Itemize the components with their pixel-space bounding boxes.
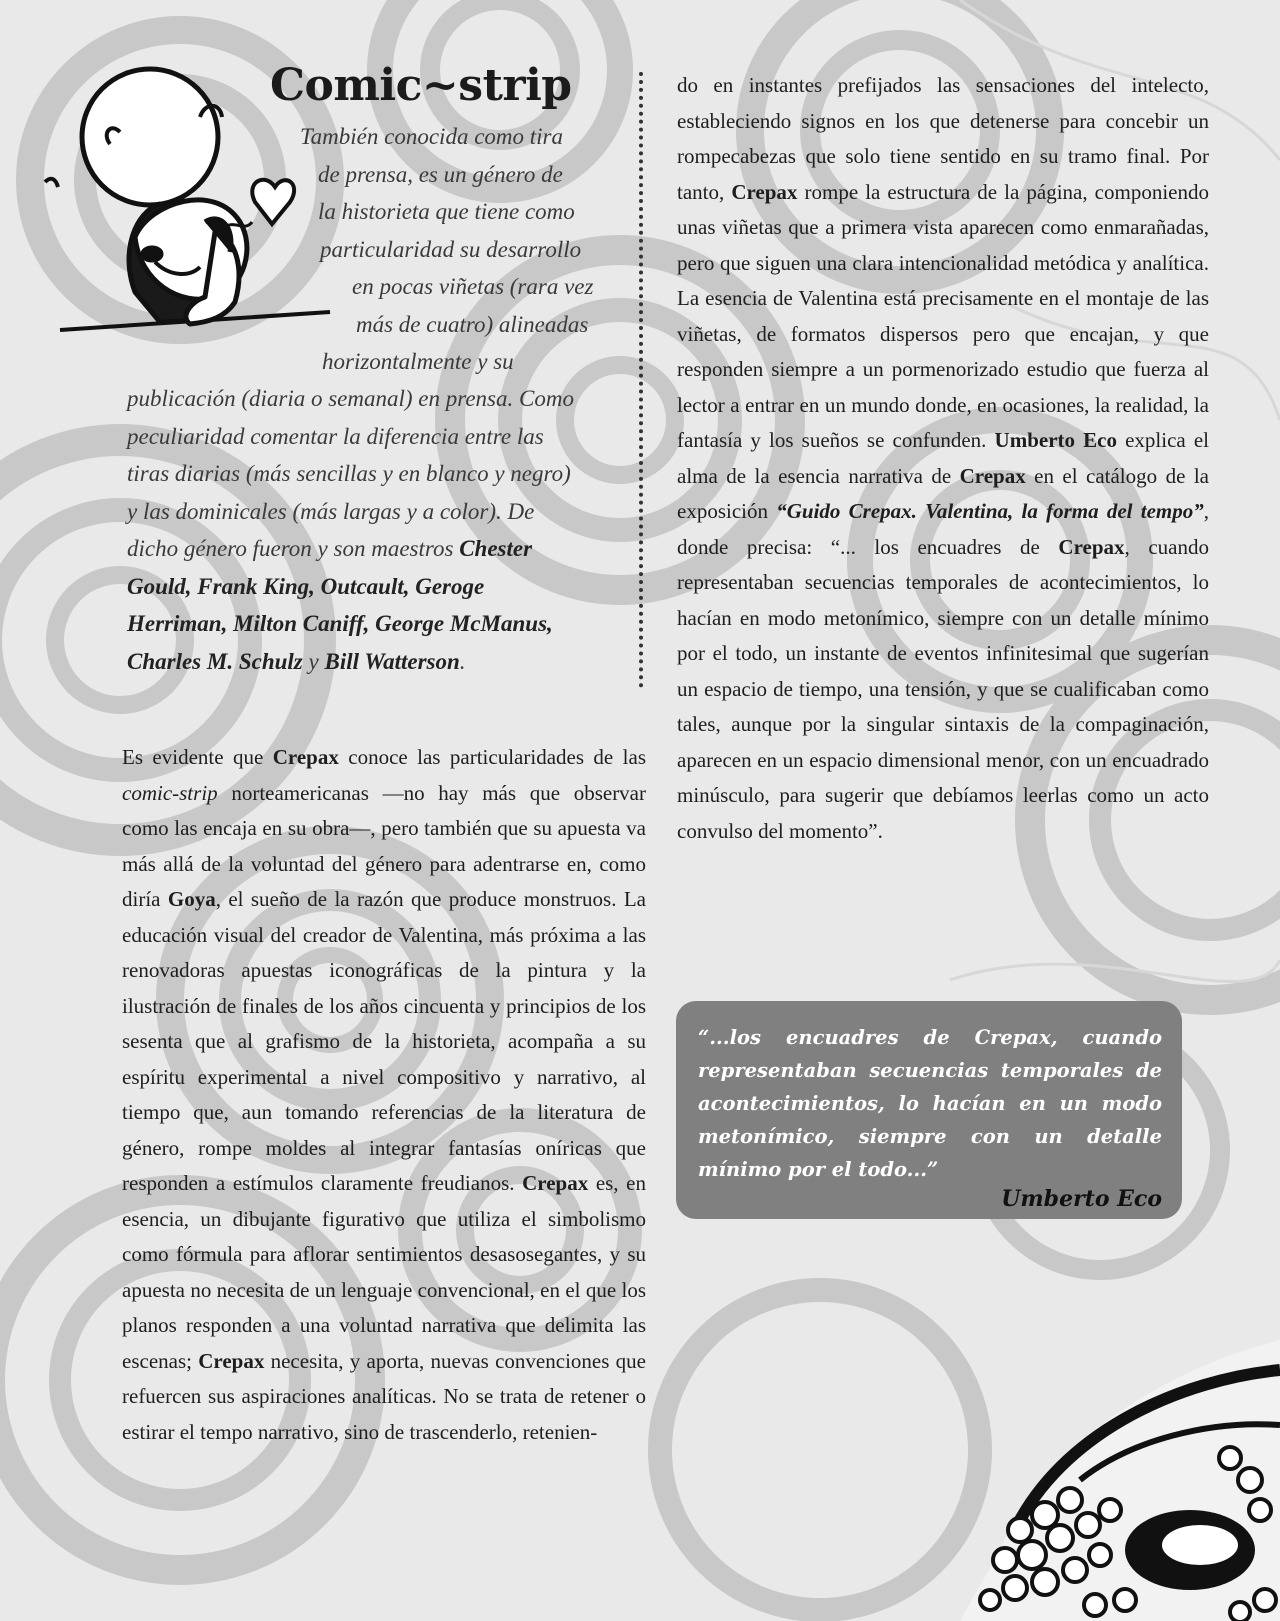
name-emphasis: Crepax: [198, 1348, 265, 1373]
sidebar-intro-full: [127, 380, 574, 680]
right-column-body: [677, 68, 1209, 849]
body-text-run: necesita, y aporta, nuevas convenciones que refuercen sus aspiraciones analíticas. No se trata de retener o estirar el tempo narrativo, sino de trascenderlo, retenien-: [122, 1348, 646, 1444]
intro-line: en pocas viñetas (rara vez: [352, 274, 594, 299]
intro-line: [127, 530, 574, 568]
intro-line: También conocida como tira: [300, 124, 563, 149]
intro-line: [127, 493, 574, 531]
name-emphasis: Crepax: [959, 463, 1026, 488]
left-column-body: [122, 740, 646, 1450]
intro-text: .: [459, 648, 466, 674]
body-text-run: , el sueño de la razón que produce monstruos. La educación visual del creador de Valentina, más próxima a las renovadoras apuestas iconográficas de la pintura y la ilustración de finales de los años cincuenta y principios de los sesenta que al grafismo de la historieta, acompaña a su espíritu experimental a nivel compositivo y narrativo, al tiempo que, aun tomando referencias de la literatura de género, rompe moldes al integrar fantasías oníricas que responden a estímulos claramente freudianos.: [122, 887, 647, 1195]
pull-quote-box: [676, 1001, 1182, 1219]
dotted-column-divider: [639, 72, 643, 688]
body-text-run: explica el alma de la esencia narrativa de: [677, 428, 1209, 488]
intro-line: [127, 380, 574, 418]
intro-line: [127, 455, 574, 493]
intro-line: particularidad su desarrollo: [320, 236, 582, 262]
body-text-run: , cuando representaban secuencias temporales de acontecimientos, lo hacían en modo metonímico, siempre con un detalle mínimo por el todo, un instante de eventos infinitesimal que sugerían un espacio de tiempo, una tensión, y que se cualificaban como tales, aunque por la singular sintaxis de la compaginación, aparecen en un espacio dimensional menor, con un encuadrado minúsculo, para sugerir que debíamos leerlas como un acto convulso del momento”.: [677, 534, 1209, 843]
intro-line: de prensa, es un género de: [318, 161, 563, 187]
decorative-ink-drawing: [960, 1220, 1280, 1621]
author-name: Chester: [459, 536, 533, 561]
author-name: Bill Watterson: [324, 648, 460, 674]
body-text-run: rompe la estructura de la página, componiendo unas viñetas que a primera vista aparecen como enmarañadas, pero que siguen una clara intencionalidad metódica y analítica. La esencia de Valentina está precisamente en el montaje de las viñetas, de formatos dispersos pero que encajan, y que responden siempre a un pormenorizado estudio que fuerza al lector a entrar en un mundo donde, en ocasiones, la realidad, la fantasía y los sueños se confunden.: [677, 179, 1209, 452]
name-emphasis: Umberto Eco: [994, 428, 1117, 452]
sidebar-title: Comic~strip: [270, 60, 572, 111]
intro-text: dicho género fueron y son maestros: [127, 536, 460, 561]
term-emphasis: comic-strip: [122, 780, 218, 805]
name-emphasis: Crepax: [1058, 534, 1125, 559]
body-text-run: es, en esencia, un dibujante figurativo que utiliza el simbolismo como fórmula para aflorar sentimientos desasosegantes, y su apuesta no necesita de un lenguaje convencional, en el que los planos responden a una voluntad narrativa que delimita las escenas;: [122, 1171, 646, 1373]
intro-text: y: [302, 648, 325, 674]
intro-text: tiras diarias (más sencillas y en blanco y negro): [127, 461, 571, 486]
author-name: Herriman, Milton Caniff, George McManus,: [127, 611, 553, 636]
pull-quote-author: Umberto Eco: [1001, 1186, 1162, 1212]
intro-line: la historieta que tiene como: [318, 199, 575, 224]
body-text-run: norteamericanas —no hay más que observar como las encaja en su obra—, pero también que su apuesta va más allá de la voluntad del género para adentrarse en, como diría: [122, 780, 646, 911]
body-text-run: en el catálogo de la exposición: [677, 463, 1209, 523]
name-emphasis: Crepax: [522, 1171, 589, 1195]
body-text-run: conoce las particularidades de las: [338, 745, 647, 769]
intro-line: [127, 643, 574, 681]
author-name: Gould, Frank King, Outcault, Geroge: [127, 573, 485, 599]
body-text-run: , donde precisa: “... los encuadres de: [677, 499, 1209, 559]
intro-text: y las dominicales (más largas y a color). De: [127, 498, 535, 524]
intro-line: más de cuatro) alineadas: [356, 311, 589, 337]
author-name: Charles M. Schulz: [127, 648, 303, 674]
body-text-run: Es evidente que: [122, 745, 273, 769]
exhibition-title: “Guido Crepax. Valentina, la forma del tempo”: [776, 499, 1204, 523]
name-emphasis: Crepax: [731, 179, 798, 204]
pull-quote-text: “...los encuadres de Crepax, cuando representaban secuencias temporales de acontecimientos, lo hacían en un modo metonímico, siempre con un detalle mínimo por el todo...”: [698, 1026, 1162, 1181]
intro-line: horizontalmente y su: [322, 349, 514, 374]
intro-line: [127, 418, 574, 456]
intro-line: [127, 568, 574, 606]
name-emphasis: Crepax: [272, 745, 339, 769]
intro-text: publicación (diaria o semanal) en prensa. Como: [127, 386, 574, 411]
body-text-run: do en instantes prefijados las sensaciones del intelecto, estableciendo signos en los que detenerse para concebir un rompecabezas que solo tiene sentido en su tramo final. Por tanto,: [677, 73, 1209, 204]
intro-line: [127, 605, 574, 643]
name-emphasis: Goya: [167, 887, 216, 911]
intro-text: peculiaridad comentar la diferencia entre las: [127, 423, 544, 449]
